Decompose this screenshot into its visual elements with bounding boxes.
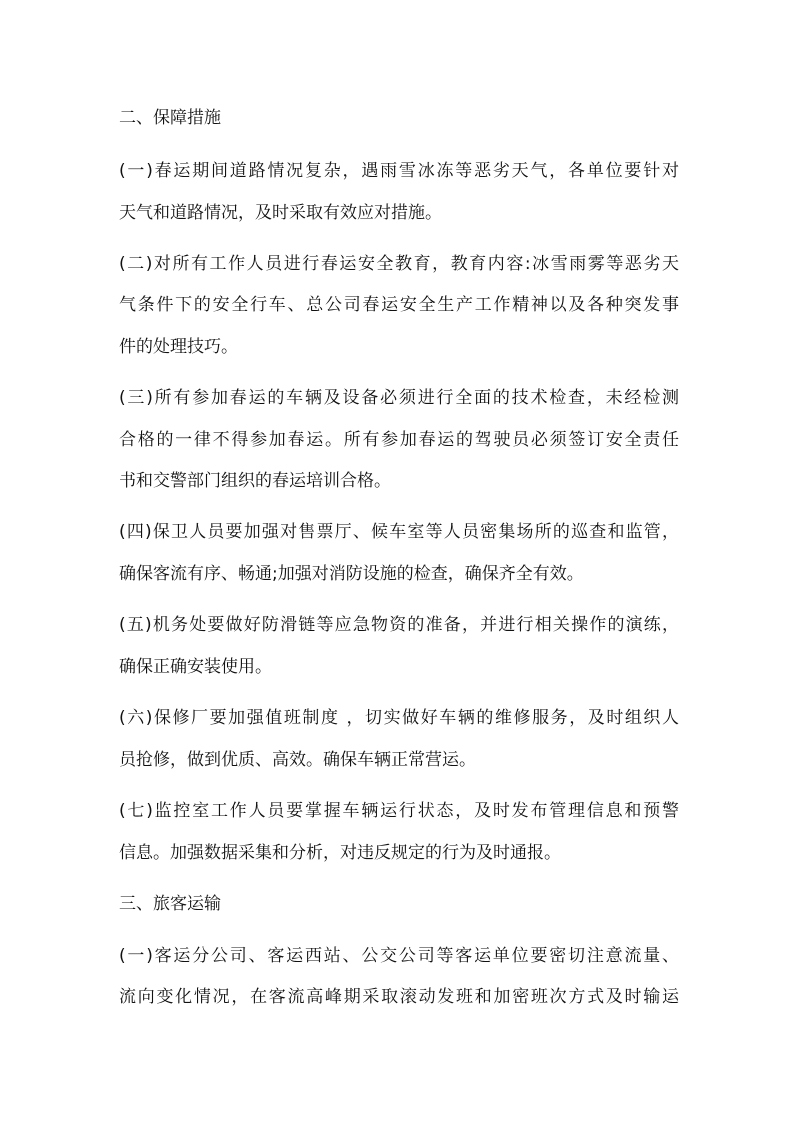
paragraph-line: 员抢修，做到优质、高效。确保车辆正常营运。	[119, 750, 476, 770]
paragraph-line: 件的处理技巧。	[119, 337, 238, 357]
paragraph-line: (七)监控室工作人员要掌握车辆运行状态，及时发布管理信息和预警	[119, 801, 679, 821]
section-heading: 二、保障措施	[119, 108, 221, 128]
paragraph-line: 信息。加强数据采集和分析，对违反规定的行为及时通报。	[119, 843, 561, 863]
paragraph-line: 确保客流有序、畅通;加强对消防设施的检查，确保齐全有效。	[119, 564, 584, 584]
section-heading: 三、旅客运输	[119, 894, 221, 914]
paragraph-line: (一)客运分公司、客运西站、公交公司等客运单位要密切注意流量、	[119, 946, 679, 966]
paragraph-line: 流向变化情况，在客流高峰期采取滚动发班和加密班次方式及时输运	[119, 987, 679, 1007]
paragraph-line: 天气和道路情况，及时采取有效应对措施。	[119, 203, 442, 223]
paragraph-line: 合格的一律不得参加春运。所有参加春运的驾驶员必须签订安全责任	[119, 430, 679, 450]
paragraph-line: (四)保卫人员要加强对售票厅、候车室等人员密集场所的巡查和监管，	[119, 522, 679, 542]
paragraph-line: (二)对所有工作人员进行春运安全教育，教育内容:冰雪雨雾等恶劣天	[119, 254, 679, 274]
paragraph-line: (六)保修厂要加强值班制度 ，切实做好车辆的维修服务，及时组织人	[119, 708, 679, 728]
paragraph-line: (三)所有参加春运的车辆及设备必须进行全面的技术检查，未经检测	[119, 388, 679, 408]
paragraph-line: (五)机务处要做好防滑链等应急物资的准备，并进行相关操作的演练，	[119, 615, 679, 635]
paragraph-line: (一)春运期间道路情况复杂，遇雨雪冰冻等恶劣天气，各单位要针对	[119, 161, 679, 181]
paragraph-line: 确保正确安装使用。	[119, 657, 272, 677]
paragraph-line: 书和交警部门组织的春运培训合格。	[119, 471, 391, 491]
paragraph-line: 气条件下的安全行车、总公司春运安全生产工作精神以及各种突发事	[119, 295, 679, 315]
